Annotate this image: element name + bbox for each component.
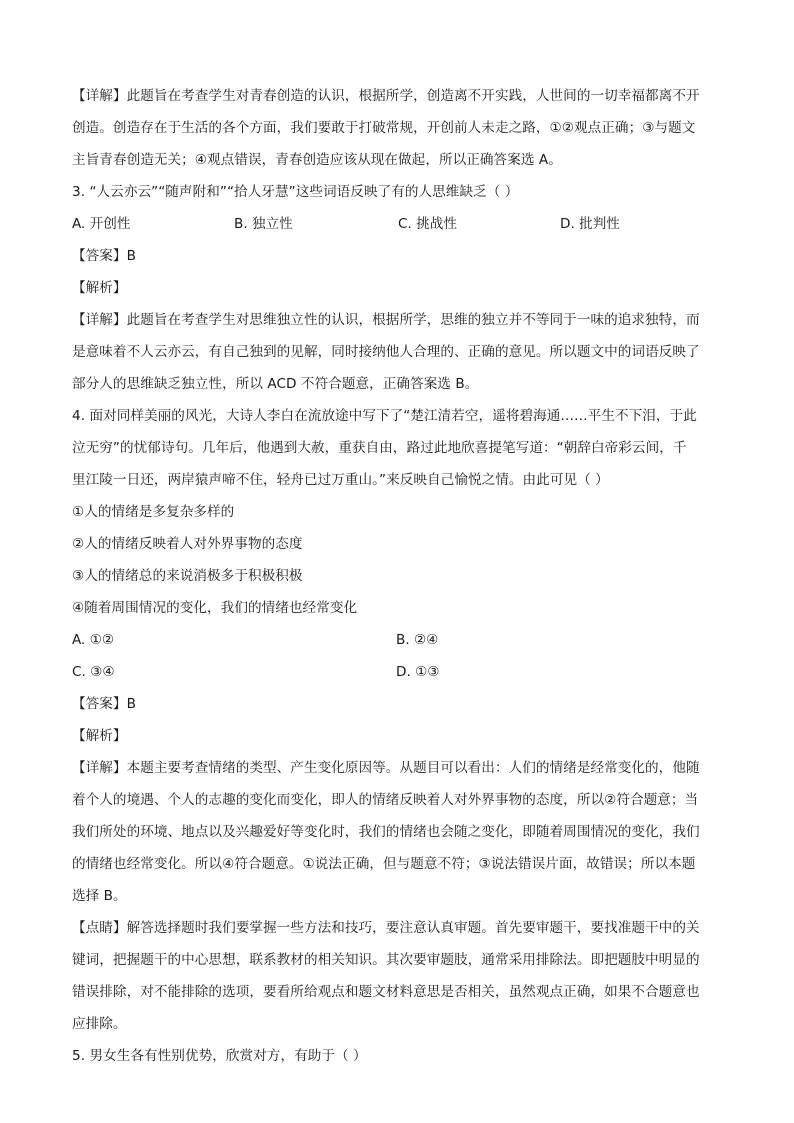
q2-detail-line-3: 主旨青春创造无关；④观点错误，青春创造应该从现在做起，所以正确答案选 A。: [72, 152, 562, 168]
q4-answer: 【答案】B: [72, 696, 136, 712]
q4-statement-2: ②人的情绪反映着人对外界事物的态度: [72, 536, 303, 552]
q4-stem-line-3: 里江陵一日还，两岸猿声啼不住，轻舟已过万重山。”来反映自己愉悦之情。由此可见（ ）: [72, 472, 609, 488]
q4-tip-line-1: 【点睛】解答选择题时我们要掌握一些方法和技巧，要注意认真审题。首先要审题干，要找准题干中的关: [72, 920, 700, 936]
q2-detail-line-2: 创造。创造存在于生活的各个方面，我们要敢于打破常规，开创前人未走之路，①②观点正确；③与题文: [72, 120, 696, 136]
q2-detail-line-1: 【详解】此题旨在考查学生对青春创造的认识，根据所学，创造离不开实践，人世间的一切幸福都离不开: [72, 88, 700, 104]
q4-tip-line-4: 应排除。: [72, 1016, 127, 1032]
q4-statement-4: ④随着周围情况的变化，我们的情绪也经常变化: [72, 600, 358, 616]
q3-detail-line-2: 是意味着不人云亦云，有自己独到的见解，同时接纳他人合理的、正确的意见。所以题文中的词语反映了: [72, 344, 700, 360]
q3-option-a: A. 开创性: [72, 216, 131, 232]
q4-detail-line-5: 选择 B。: [72, 888, 127, 904]
q4-detail-line-3: 我们所处的环境、地点以及兴趣爱好等变化时，我们的情绪也会随之变化，即随着周围情况的变化，我们: [72, 824, 700, 840]
q4-tip-line-3: 错误排除，对不能排除的选项，要看所给观点和题文材料意思是否相关，虽然观点正确，如果不合题意也: [72, 984, 700, 1000]
q4-option-d: D. ①③: [396, 664, 440, 680]
q4-detail-line-1: 【详解】本题主要考查情绪的类型、产生变化原因等。从题目可以看出：人们的情绪是经常变化的，他随: [72, 760, 700, 776]
q4-statement-1: ①人的情绪是多复杂多样的: [72, 504, 235, 520]
q4-detail-line-4: 的情绪也经常变化。所以④符合题意。①说法正确，但与题意不符；③说法错误片面，故错误；所以本题: [72, 856, 696, 872]
q4-option-b: B. ②④: [396, 632, 439, 648]
q4-tip-line-2: 键词，把握题干的中心思想，联系教材的相关知识。其次要审题肢，通常采用排除法。即把题肢中明显的: [72, 952, 700, 968]
q3-option-b: B. 独立性: [234, 216, 293, 232]
q4-stem-line-1: 4. 面对同样美丽的风光，大诗人李白在流放途中写下了“楚江清若空，遥将碧海通……平生不下泪，于此: [72, 408, 697, 424]
q3-detail-line-3: 部分人的思维缺乏独立性，所以 ACD 不符合题意，正确答案选 B。: [72, 376, 479, 392]
q4-detail-line-2: 着个人的境遇、个人的志趣的变化而变化，即人的情绪反映着人对外界事物的态度，所以②符合题意；当: [72, 792, 699, 808]
q3-option-d: D. 批判性: [560, 216, 620, 232]
q4-option-a: A. ①②: [72, 632, 115, 648]
q3-answer: 【答案】B: [72, 248, 136, 264]
q4-stem-line-2: 泣无穷”的忧郁诗句。几年后，他遇到大赦，重获自由，路过此地欣喜提笔写道：“朝辞白帝彩云间，千: [72, 440, 687, 456]
q3-detail-line-1: 【详解】此题旨在考查学生对思维独立性的认识，根据所学，思维的独立并不等同于一味的追求独特，而: [72, 312, 700, 328]
q5-stem: 5. 男女生各有性别优势，欣赏对方，有助于（ ）: [72, 1048, 367, 1064]
q4-statement-3: ③人的情绪总的来说消极多于积极积极: [72, 568, 303, 584]
q4-option-c: C. ③④: [72, 664, 115, 680]
q3-stem: 3. “人云亦云”“随声附和”“拾人牙慧”这些词语反映了有的人思维缺乏（ ）: [72, 184, 519, 200]
q4-analysis: 【解析】: [72, 728, 127, 744]
q3-analysis: 【解析】: [72, 280, 127, 296]
q3-option-c: C. 挑战性: [398, 216, 457, 232]
